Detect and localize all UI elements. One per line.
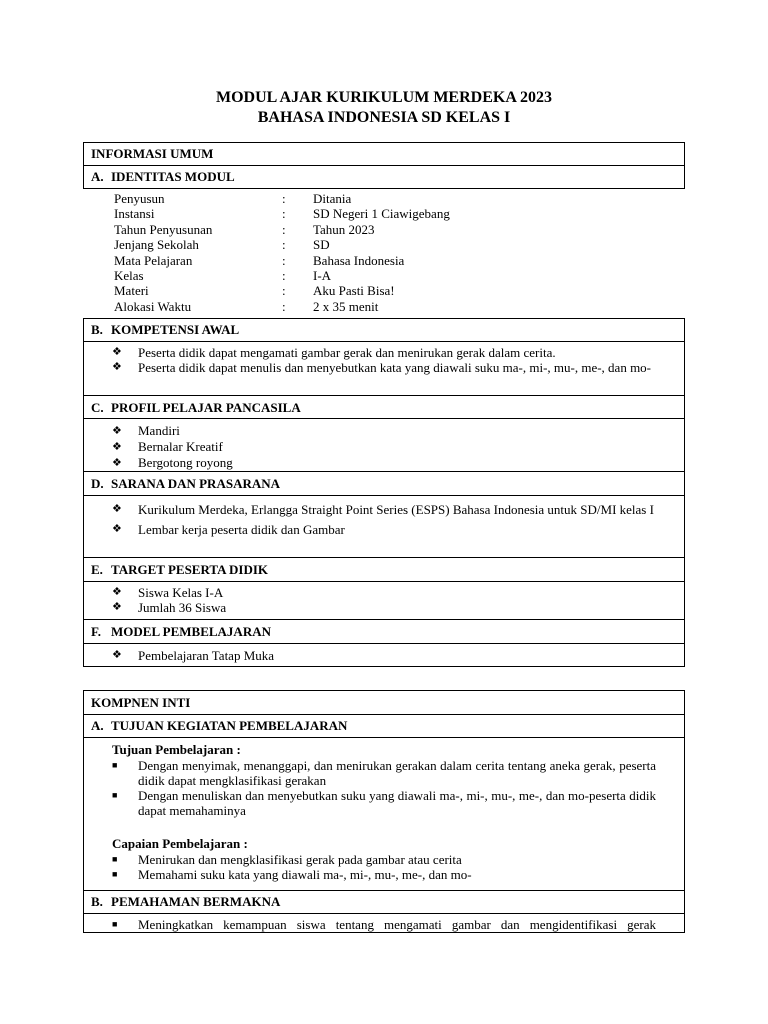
diamond-bullet-icon: ❖: [112, 457, 122, 469]
identitas-header: [83, 165, 685, 189]
identitas-row: Instansi : SD Negeri 1 Ciawigebang: [114, 206, 450, 222]
document-title-line2: BAHASA INDONESIA SD KELAS I: [257, 109, 511, 126]
profil-body: [83, 418, 685, 472]
profil-header: C. PROFIL PELAJAR PANCASILA: [83, 395, 685, 419]
list-item: ❖ Pembelajaran Tatap Muka: [112, 648, 275, 663]
identitas-row: Jenjang Sekolah : SD: [114, 237, 330, 253]
komponen-inti-label: KOMPNEN INTI: [91, 695, 191, 710]
identitas-row: Alokasi Waktu : 2 x 35 menit: [114, 298, 379, 314]
identitas-table: [114, 191, 674, 314]
diamond-bullet-icon: ❖: [112, 361, 122, 373]
identitas-row: Tahun Penyusunan : Tahun 2023: [114, 221, 375, 237]
section-heading: SARANA DAN PRASARANA: [111, 476, 281, 491]
list-item: ❖ Peserta didik dapat menulis dan menyebutkan kata yang diawali suku ma-, mi-, mu-, me-, dan mo-: [112, 360, 652, 375]
list-item: ❖ Peserta didik dapat mengamati gambar gerak dan menirukan gerak dalam cerita.: [112, 345, 556, 360]
identitas-row: Kelas : I-A: [114, 267, 332, 283]
informasi-umum-label: INFORMASI UMUM: [91, 146, 214, 161]
section-heading: MODEL PEMBELAJARAN: [111, 624, 271, 639]
section-heading: TUJUAN KEGIATAN PEMBELAJARAN: [111, 718, 348, 733]
list-item: ■ Dengan menyimak, menanggapi, dan menirukan gerakan dalam cerita tentang aneka gerak, peserta didik dapat mengklasifikasi gerakan: [112, 758, 656, 788]
pemahaman-body: [83, 913, 685, 933]
section-heading: KOMPETENSI AWAL: [111, 322, 240, 337]
identitas-row: Penyusun : Ditania: [114, 191, 352, 206]
tujuan-label: Tujuan Pembelajaran :: [112, 742, 241, 757]
diamond-bullet-icon: ❖: [112, 523, 122, 535]
document-title-line1: MODUL AJAR KURIKULUM MERDEKA 2023: [215, 89, 552, 106]
diamond-bullet-icon: ❖: [112, 425, 122, 437]
list-item: ❖ Siswa Kelas I-A: [112, 585, 224, 600]
square-bullet-icon: ■: [112, 869, 118, 879]
diamond-bullet-icon: ❖: [112, 586, 122, 598]
capaian-label: Capaian Pembelajaran :: [112, 836, 248, 851]
identitas-row: Materi : Aku Pasti Bisa!: [114, 283, 395, 299]
komponen-inti-header: [83, 690, 685, 715]
list-item: ❖ Bernalar Kreatif: [112, 439, 223, 454]
square-bullet-icon: ■: [112, 919, 118, 929]
kompetensi-body: [83, 341, 685, 396]
square-bullet-icon: ■: [112, 854, 118, 864]
target-body: [83, 581, 685, 620]
tujuan-header: A. TUJUAN KEGIATAN PEMBELAJARAN: [83, 714, 685, 738]
list-item: ❖ Jumlah 36 Siswa: [112, 600, 227, 615]
model-body: [83, 643, 685, 667]
model-header: F. MODEL PEMBELAJARAN: [83, 619, 685, 644]
square-bullet-icon: ■: [112, 760, 118, 770]
section-heading: PEMAHAMAN BERMAKNA: [111, 894, 281, 909]
list-item: ■ Memahami suku kata yang diawali ma-, mi-, mu-, me-, dan mo-: [112, 867, 472, 882]
sarana-body: [83, 495, 685, 558]
section-heading: PROFIL PELAJAR PANCASILA: [111, 400, 301, 415]
sarana-header: D. SARANA DAN PRASARANA: [83, 471, 685, 496]
list-item: ■ Dengan menuliskan dan menyebutkan suku yang diawali ma-, mi-, mu-, me-, dan mo-peserta didik dapat memahaminya: [112, 788, 656, 818]
list-item: ❖ Lembar kerja peserta didik dan Gambar: [112, 522, 345, 537]
diamond-bullet-icon: ❖: [112, 649, 122, 661]
list-item: ❖ Bergotong royong: [112, 455, 233, 470]
list-item: ❖ Kurikulum Merdeka, Erlangga Straight Point Series (ESPS) Bahasa Indonesia untuk SD/MI kelas I: [112, 502, 654, 517]
list-item: ❖ Mandiri: [112, 423, 180, 438]
diamond-bullet-icon: ❖: [112, 503, 122, 515]
diamond-bullet-icon: ❖: [112, 346, 122, 358]
informasi-umum-header: [83, 142, 685, 166]
section-heading: TARGET PESERTA DIDIK: [111, 562, 269, 577]
list-item: ■ Menirukan dan mengklasifikasi gerak pada gambar atau cerita: [112, 852, 462, 867]
identitas-row: Mata Pelajaran : Bahasa Indonesia: [114, 252, 405, 268]
tujuan-body: [83, 737, 685, 891]
diamond-bullet-icon: ❖: [112, 441, 122, 453]
diamond-bullet-icon: ❖: [112, 601, 122, 613]
square-bullet-icon: ■: [112, 790, 118, 800]
target-header: E. TARGET PESERTA DIDIK: [83, 557, 685, 582]
section-heading: IDENTITAS MODUL: [111, 169, 235, 184]
kompetensi-header: B. KOMPETENSI AWAL: [83, 318, 685, 342]
section-number: A.: [91, 169, 104, 184]
pemahaman-header: B. PEMAHAMAN BERMAKNA: [83, 890, 685, 914]
list-item: ■ Meningkatkan kemampuan siswa tentang mengamati gambar dan mengidentifikasi gerak: [112, 917, 656, 932]
